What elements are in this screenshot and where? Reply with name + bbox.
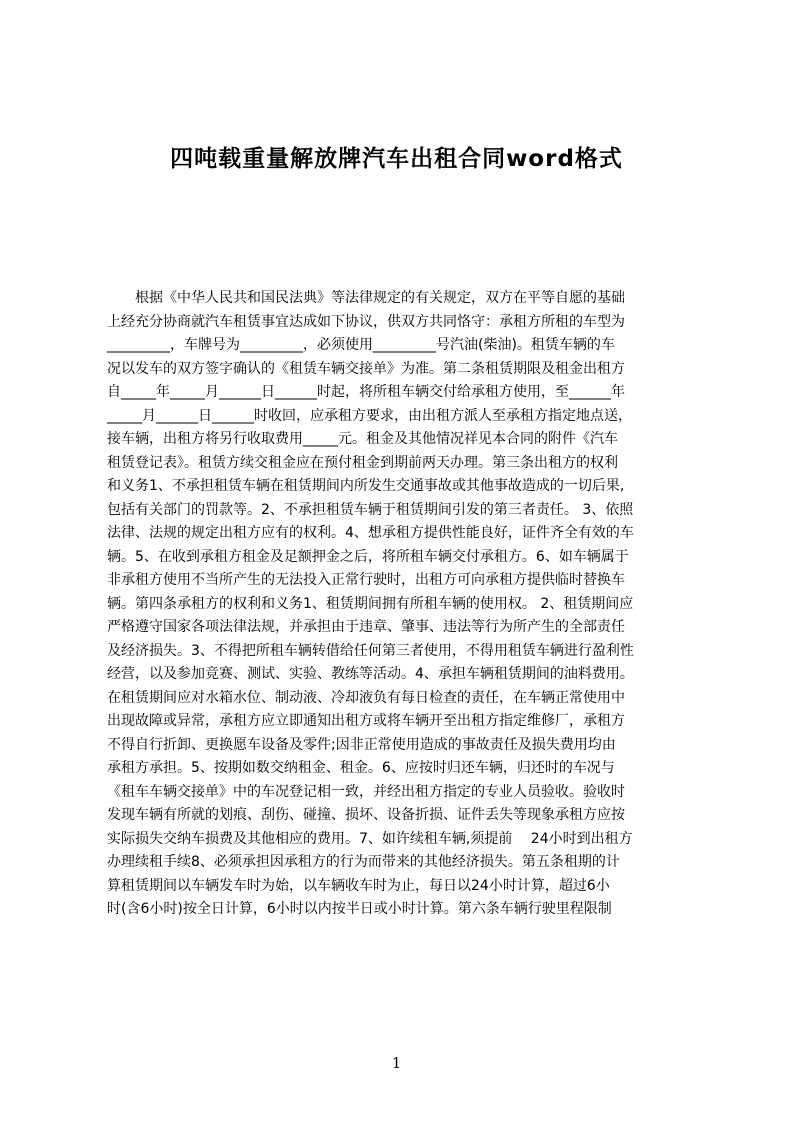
text-line: 及经济损失。3、不得把所租车辆转借给任何第三者使用，不得用租赁车辆进行盈利性 bbox=[107, 642, 634, 659]
text-line: 接车辆，出租方将另行收取费用_____元。租金及其他情况祥见本合同的附件《汽车 bbox=[107, 431, 618, 447]
text-line: 上经充分协商就汽车租赁事宜达成如下协议，供双方共同恪守：承租方所租的车型为 bbox=[107, 313, 625, 330]
contract-body bbox=[107, 287, 695, 917]
text-line: 况以发车的双方签字确认的《租赁车辆交接单》为准。第二条租赁期限及租金出租方 bbox=[107, 360, 625, 377]
text-line: 租赁登记表》。租赁方续交租金应在预付租金到期前两天办理。第三条出租方的权利 bbox=[107, 454, 618, 471]
text-line: 经营，以及参加竞赛、测试、实验、教练等活动。4、承担车辆租赁期间的油料费用。 bbox=[107, 666, 634, 682]
text-line: 包括有关部门的罚款等。2、不承担租赁车辆于租赁期间引发的第三者责任。 3、依照 bbox=[107, 501, 634, 518]
text-line: 辆。第四条承租方的权利和义务1、租赁期间拥有所租车辆的使用权。 2、租赁期间应 bbox=[107, 595, 634, 612]
text-line: 实际损失交纳车损费及其他相应的费用。7、如许续租车辆,须提前 24小时到出租方 bbox=[107, 830, 633, 847]
text-line: 出现故障或异常，承租方应立即通知出租方或将车辆开至出租方指定维修厂，承租方 bbox=[107, 713, 625, 729]
page-number: 1 bbox=[391, 1054, 402, 1072]
text-line: 《租车车辆交接单》中的车况登记相一致，并经出租方指定的专业人员验收。验收时 bbox=[107, 783, 625, 800]
document-title: 四吨载重量解放牌汽车出租合同word格式 bbox=[170, 146, 623, 172]
text-line: 不得自行折卸、更换愿车设备及零件;因非正常使用造成的事故责任及损失费用均由 bbox=[107, 736, 616, 753]
text-line: 和义务1、不承担租赁车辆在租赁期间内所发生交通事故或其他事故造成的一切后果, bbox=[107, 478, 625, 494]
text-line: 法律、法规的规定出租方应有的权利。4、想承租方提供性能良好，证件齐全有效的车 bbox=[107, 525, 634, 541]
text-line: 发现车辆有所就的划痕、刮伤、碰撞、损坏、设备折损、证件丢失等现象承租方应按 bbox=[107, 807, 625, 823]
text-line: 时(含6小时)按全日计算，6小时以内按半日或小时计算。第六条车辆行驶里程限制 bbox=[107, 901, 612, 917]
text-line: 办理续租手续8、必须承担因承租方的行为而带来的其他经济损失。第五条租期的计 bbox=[107, 854, 620, 870]
text-line: 严格遵守国家各项法律法规，并承担由于违章、肇事、违法等行为所产生的全部责任 bbox=[107, 619, 625, 635]
text-line: 根据《中华人民共和国民法典》等法律规定的有关规定，双方在平等自愿的基础 bbox=[107, 290, 625, 306]
text-line: 算租赁期间以车辆发车时为始，以车辆收车时为止，每日以24小时计算，超过6小 bbox=[107, 877, 610, 894]
text-line: 承租方承担。5、按期如数交纳租金、租金。6、应按时归还车辆，归还时的车况与 bbox=[107, 760, 615, 776]
text-line: 在租赁期间应对水箱水位、制动液、冷却液负有每日检查的责任，在车辆正常使用中 bbox=[107, 689, 625, 706]
text-line: _________，车牌号为_________，必须使用_________号汽油(柴油)。租赁车辆的车 bbox=[107, 337, 615, 353]
text-line: _____月______日______时收回，应承租方要求，由出租方派人至承租方指定地点送， bbox=[107, 407, 632, 424]
text-line: 非承租方使用不当所产生的无法投入正常行驶时，出租方可向承租方提供临时替换车 bbox=[107, 572, 625, 588]
text-line: 自_____年_____月______日______时起，将所租车辆交付给承租方使用，至______年 bbox=[107, 384, 625, 400]
text-line: 辆。5、在收到承租方租金及足额押金之后，将所租车辆交付承租方。6、如车辆属于 bbox=[107, 548, 629, 565]
